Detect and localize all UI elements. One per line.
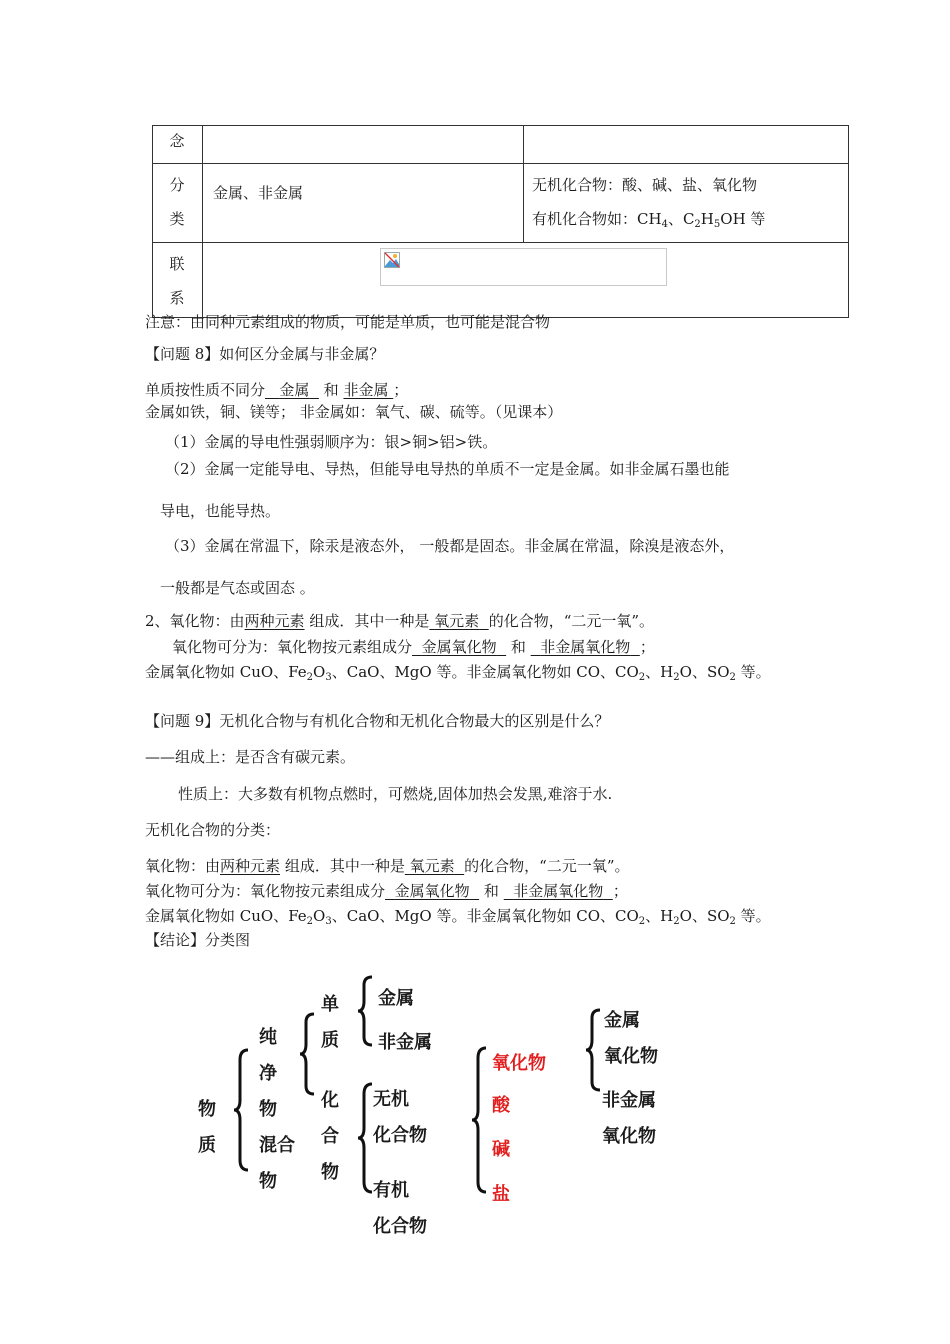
q8-point3: （3）金属在常温下，除汞是液态外， 一般都是固态。非金属在常温，除溴是液态外，	[165, 537, 735, 555]
concept-table	[152, 125, 849, 318]
diagram-pure-substance: 纯 净 物	[259, 1027, 277, 1120]
text: ；	[393, 381, 409, 399]
cell-empty	[524, 126, 849, 164]
oxide-definition-1: 2、氧化物：由两种元素 组成．其中一种是 氧元素 的化合物，“二元一氧”。	[145, 612, 655, 630]
brace-inorganic	[470, 1046, 490, 1194]
brace-oxide	[584, 1008, 604, 1092]
q8-line2: 金属如铁，铜、镁等； 非金属如：氧气、碳、硫等。（见课本）	[145, 403, 563, 421]
diagram-metal: 金属	[378, 988, 414, 1009]
diagram-inorganic: 无机 化合物	[373, 1089, 427, 1146]
row-header-relation	[153, 243, 203, 318]
blank: 非金属	[343, 381, 389, 399]
diagram-salt: 盐	[492, 1184, 510, 1205]
q8-point2-cont: 导电，也能导热。	[160, 502, 281, 520]
diagram-mixture: 混合 物	[259, 1135, 295, 1192]
cell-text: 金属、非金属	[213, 184, 304, 202]
diagram-root: 物 质	[198, 1099, 216, 1156]
oxide-examples-1: 金属氧化物如 CuO、$Fe_2O_3$、CaO、MgO 等。非金属氧化物如 CO、$CO_2$、$H_2O$、$SO_2$ 等。	[145, 663, 771, 683]
cell-text-organic: 有机化合物如：$CH_4$、$C_2H_5OH$ 等	[532, 210, 766, 230]
diagram-metal-oxide: 金属 氧化物	[604, 1010, 658, 1067]
header-char: 联	[169, 255, 185, 273]
oxide-classification-2: 氧化物可分为：氧化物按元素组成分 金属氧化物 和 非金属氧化物 ；	[145, 882, 628, 900]
diagram-base: 碱	[492, 1139, 510, 1160]
cell-element-types	[203, 164, 524, 243]
broken-image	[380, 248, 667, 286]
header-char: 分	[169, 176, 185, 194]
oxide-classification-1: 氧化物可分为：氧化物按元素组成分 金属氧化物 和 非金属氧化物 ；	[172, 638, 655, 656]
q9-answer-composition: ——组成上：是否含有碳元素。	[145, 748, 356, 766]
note-text: 注意：由同种元素组成的物质，可能是单质，也可能是混合物	[145, 313, 551, 331]
header-char: 系	[169, 289, 185, 307]
brace-root	[232, 1048, 252, 1172]
question-8-title: 【问题 8】如何区分金属与非金属？	[145, 345, 385, 363]
blank: 金属	[279, 381, 310, 399]
text: 和	[323, 381, 339, 399]
conclusion-title: 【结论】分类图	[145, 931, 251, 949]
cell-text: 无机化合物：酸、碱、盐、氧化物	[532, 176, 758, 194]
broken-image-icon	[384, 252, 400, 268]
diagram-element: 单 质	[321, 994, 339, 1051]
text: 单质按性质不同分	[145, 381, 266, 399]
question-9-title: 【问题 9】无机化合物与有机化合物和无机化合物最大的区别是什么？	[145, 712, 610, 730]
diagram-nonmetal-oxide: 非金属 氧化物	[602, 1090, 656, 1147]
header-char: 念	[169, 132, 185, 150]
q8-point2: （2）金属一定能导电、导热，但能导电导热的单质不一定是金属。如非金属石墨也能	[165, 460, 730, 478]
q9-answer-properties: 性质上：大多数有机物点燃时，可燃烧,固体加热会发黑,难溶于水.	[178, 785, 613, 803]
oxide-definition-2: 氧化物：由两种元素 组成．其中一种是 氧元素 的化合物，“二元一氧”。	[145, 857, 630, 875]
diagram-acid: 酸	[492, 1095, 510, 1116]
row-header-classification	[153, 164, 203, 243]
inorganic-classification-title: 无机化合物的分类：	[145, 821, 281, 839]
cell-compound-types	[524, 164, 849, 243]
header-char: 类	[169, 210, 185, 228]
diagram-oxide: 氧化物	[492, 1053, 546, 1074]
brace-pure	[298, 1012, 318, 1096]
oxide-examples-2: 金属氧化物如 CuO、$Fe_2O_3$、CaO、MgO 等。非金属氧化物如 CO、$CO_2$、$H_2O$、$SO_2$ 等。	[145, 907, 771, 927]
q8-point3-cont: 一般都是气态或固态 。	[160, 579, 315, 597]
cell-empty	[203, 126, 524, 164]
diagram-nonmetal: 非金属	[378, 1032, 432, 1053]
row-header-concept	[153, 126, 203, 164]
brace-element	[356, 975, 376, 1047]
diagram-organic: 有机 化合物	[373, 1180, 427, 1237]
q8-point1: （1）金属的导电性强弱顺序为：银>铜>铝>铁。	[165, 433, 498, 451]
q8-line1	[145, 379, 408, 400]
diagram-compound: 化 合 物	[321, 1090, 339, 1183]
